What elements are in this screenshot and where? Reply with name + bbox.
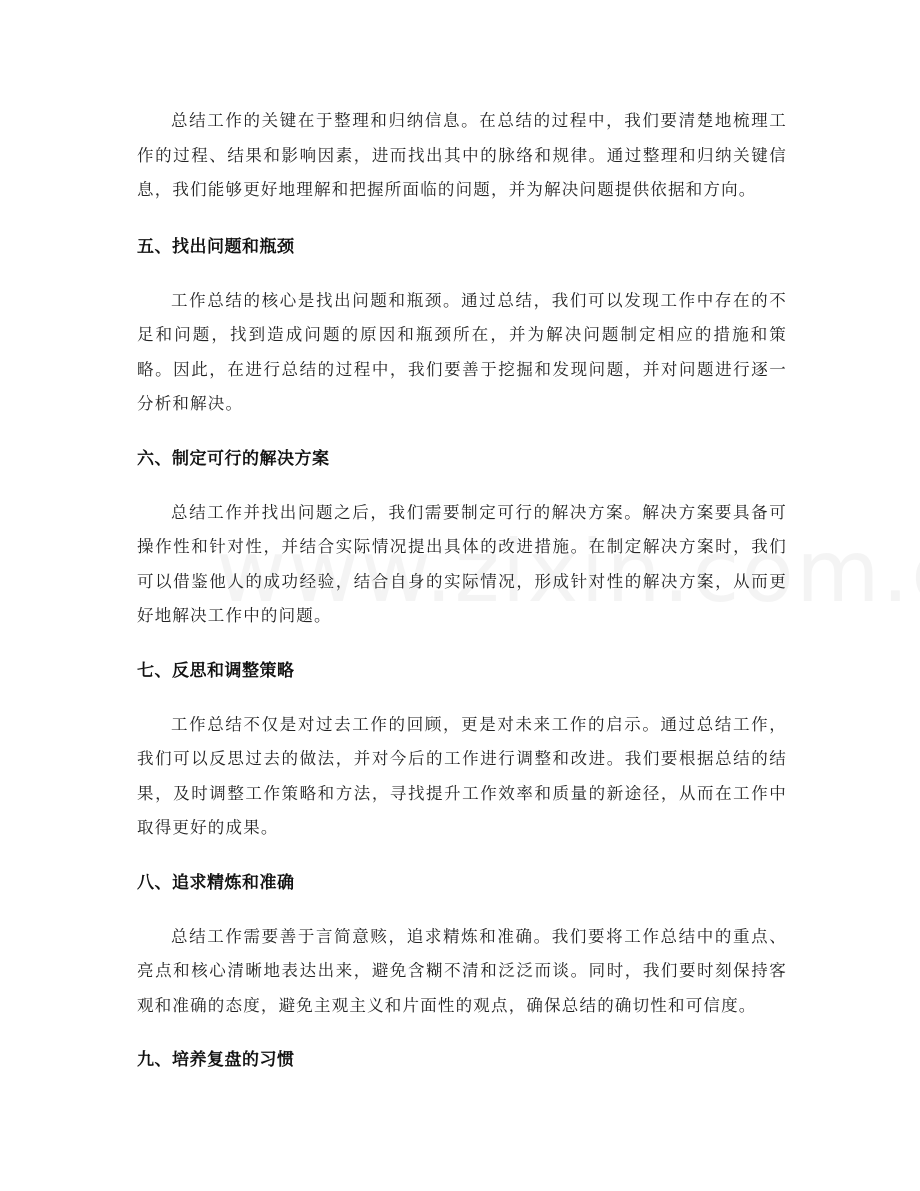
document-body [137,104,787,1077]
paragraph-intro: 总结工作的关键在于整理和归纳信息。在总结的过程中，我们要清楚地梳理工作的过程、结果和影响因素，进而找出其中的脉络和规律。通过整理和归纳关键信息，我们能够更好地理解和把握所面临的问题，并为解决问题提供依据和方向。 [137,111,787,199]
heading-section-7: 七、反思和调整策略 [137,660,295,681]
heading-section-9: 九、培养复盘的习惯 [137,1050,295,1070]
heading-section-8: 八、追求精炼和准确 [137,872,295,893]
heading-section-6: 六、制定可行的解决方案 [137,448,330,469]
paragraph-section-5: 工作总结的核心是找出问题和瓶颈。通过总结，我们可以发现工作中存在的不足和问题，找到造成问题的原因和瓶颈所在，并为解决问题制定相应的措施和策略。因此，在进行总结的过程中，我们要善于挖掘和发现问题，并对问题进行逐一分析和解决。 [137,290,787,413]
paragraph-section-7: 工作总结不仅是对过去工作的回顾，更是对未来工作的启示。通过总结工作，我们可以反思过去的做法，并对今后的工作进行调整和改进。我们要根据总结的结果，及时调整工作策略和方法，寻找提升工作效率和质量的新途径，从而在工作中取得更好的成果。 [137,714,787,837]
heading-section-5: 五、找出问题和瓶颈 [137,236,295,257]
paragraph-section-8: 总结工作需要善于言简意赅，追求精炼和准确。我们要将工作总结中的重点、亮点和核心清晰地表达出来，避免含糊不清和泛泛而谈。同时，我们要时刻保持客观和准确的态度，避免主观主义和片面性的观点，确保总结的确切性和可信度。 [137,926,787,1015]
paragraph-section-6: 总结工作并找出问题之后，我们需要制定可行的解决方案。解决方案要具备可操作性和针对性，并结合实际情况提出具体的改进措施。在制定解决方案时，我们可以借鉴他人的成功经验，结合自身的实际情况，形成针对性的解决方案，从而更好地解决工作中的问题。 [137,502,787,625]
